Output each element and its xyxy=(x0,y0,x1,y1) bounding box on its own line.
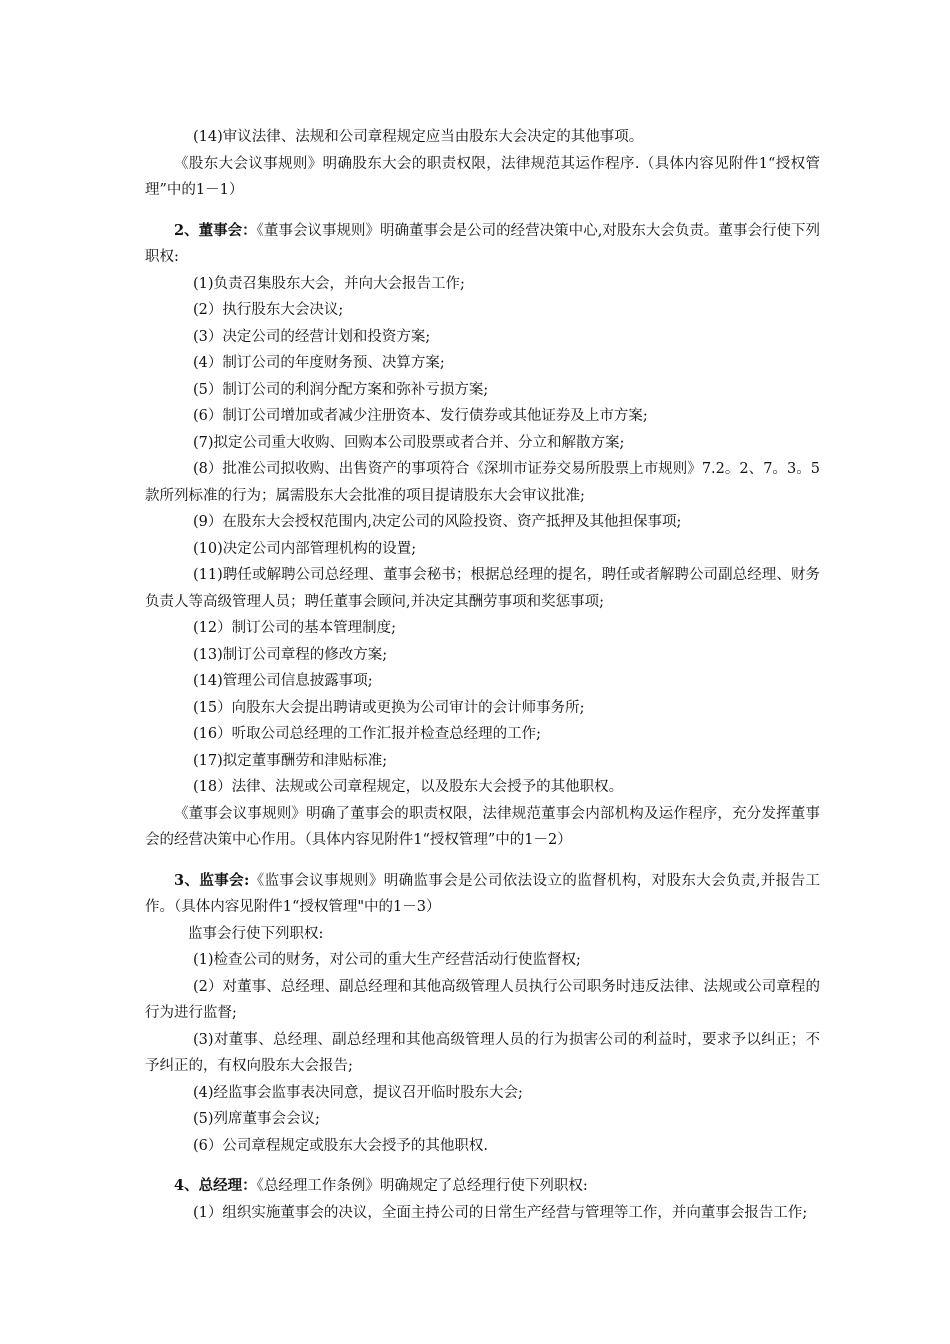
board-item-13: (13)制订公司章程的修改方案; xyxy=(193,646,388,663)
document-body xyxy=(145,124,820,1226)
board-item-4: (4）制订公司的年度财务预、决算方案; xyxy=(193,355,445,371)
board-item-8: (8）批准公司拟收购、出售资产的事项符合《深圳市证券交易所股票上市规则》7.2。2、7。3。5款所列标准的行为；属需股东大会批准的项目提请股东大会审议批准; xyxy=(145,461,820,504)
shareholders-item-14: (14)审议法律、法规和公司章程规定应当由股东大会决定的其他事项。 xyxy=(193,129,644,145)
gm-intro-text: 《总经理工作条例》明确规定了总经理行使下列职权: xyxy=(256,1178,588,1194)
supervisors-item-3: (3)对董事、总经理、副总经理和其他高级管理人员的行为损害公司的利益时，要求予以纠正；不予纠正的，有权向股东大会报告; xyxy=(145,1031,820,1074)
board-item-3: (3）决定公司的经营计划和投资方案; xyxy=(193,328,431,345)
shareholders-summary: 《股东大会议事规则》明确股东大会的职责权限，法律规范其运作程序.（具体内容见附件1“授权管理”中的1－1） xyxy=(145,155,820,198)
board-section-intro xyxy=(145,218,820,271)
supervisors-intro-text: 《监事会议事规则》明确监事会是公司依法设立的监督机构，对股东大会负责,并报告工作。（具体内容见附件1“授权管理"中的1－3） xyxy=(145,872,820,915)
supervisors-powers-list xyxy=(145,947,820,1159)
supervisors-heading: 3、监事会: xyxy=(174,871,250,889)
board-item-1: (1)负责召集股东大会，并向大会报告工作; xyxy=(193,275,465,292)
board-item-7: (7)拟定公司重大收购、回购本公司股票或者合并、分立和解散方案; xyxy=(193,434,625,451)
board-item-5: (5）制订公司的利润分配方案和弥补亏损方案; xyxy=(193,381,489,398)
gm-heading: 4、总经理： xyxy=(174,1177,257,1194)
gm-powers-list xyxy=(145,1200,820,1227)
board-item-12: (12）制订公司的基本管理制度; xyxy=(193,620,396,636)
supervisors-section-intro xyxy=(145,868,820,921)
board-item-15: (15）向股东大会提出聘请或更换为公司审计的会计师事务所; xyxy=(193,699,585,716)
section-gap xyxy=(145,204,820,218)
board-item-18: (18）法律、法规或公司章程规定，以及股东大会授予的其他职权。 xyxy=(193,779,624,795)
supervisors-item-2: (2）对董事、总经理、副总经理和其他高级管理人员执行公司职务时违反法律、法规或公司章程的行为进行监督; xyxy=(145,978,820,1021)
board-item-6: (6）制订公司增加或者减少注册资本、发行债券或其他证券及上市方案; xyxy=(193,408,648,424)
board-item-9: (9）在股东大会授权范围内,决定公司的风险投资、资产抵押及其他担保事项; xyxy=(193,514,682,530)
board-item-17: (17)拟定董事酬劳和津贴标准; xyxy=(193,752,388,769)
supervisors-lead: 监事会行使下列职权: xyxy=(188,925,324,942)
supervisors-item-5: (5)列席董事会会议; xyxy=(193,1111,320,1127)
gm-section-intro xyxy=(145,1173,820,1200)
board-item-16: (16）听取公司总经理的工作汇报并检查总经理的工作; xyxy=(193,726,541,742)
board-item-14: (14)管理公司信息披露事项; xyxy=(193,673,373,689)
section-gap xyxy=(145,1159,820,1173)
board-heading: 2、董事会： xyxy=(174,221,257,239)
board-item-11: (11)聘任或解聘公司总经理、董事会秘书；根据总经理的提名，聘任或者解聘公司副总经理、财务负责人等高级管理人员；聘任董事会顾问,并决定其酬劳事项和奖惩事项; xyxy=(145,567,820,610)
supervisors-item-6: (6）公司章程规定或股东大会授予的其他职权. xyxy=(193,1137,488,1154)
section-gap xyxy=(145,854,820,868)
supervisors-item-4: (4)经监事会监事表决同意，提议召开临时股东大会; xyxy=(193,1084,523,1101)
supervisors-item-1: (1)检查公司的财务，对公司的重大生产经营活动行使监督权; xyxy=(193,952,581,968)
gm-item-1: (1）组织实施董事会的决议，全面主持公司的日常生产经营与管理等工作，并向董事会报告工作; xyxy=(193,1204,808,1221)
board-intro-text: 《董事会议事规则》明确董事会是公司的经营决策中心,对股东大会负责。董事会行使下列职权: xyxy=(145,222,821,265)
board-powers-list xyxy=(145,271,820,801)
board-item-2: (2）执行股东大会决议; xyxy=(193,302,344,318)
board-item-10: (10)决定公司内部管理机构的设置; xyxy=(193,540,417,557)
board-summary: 《董事会议事规则》明确了董事会的职责权限，法律规范董事会内部机构及运作程序，充分发挥董事会的经营决策中心作用。（具体内容见附件1“授权管理”中的1－2） xyxy=(145,805,820,848)
